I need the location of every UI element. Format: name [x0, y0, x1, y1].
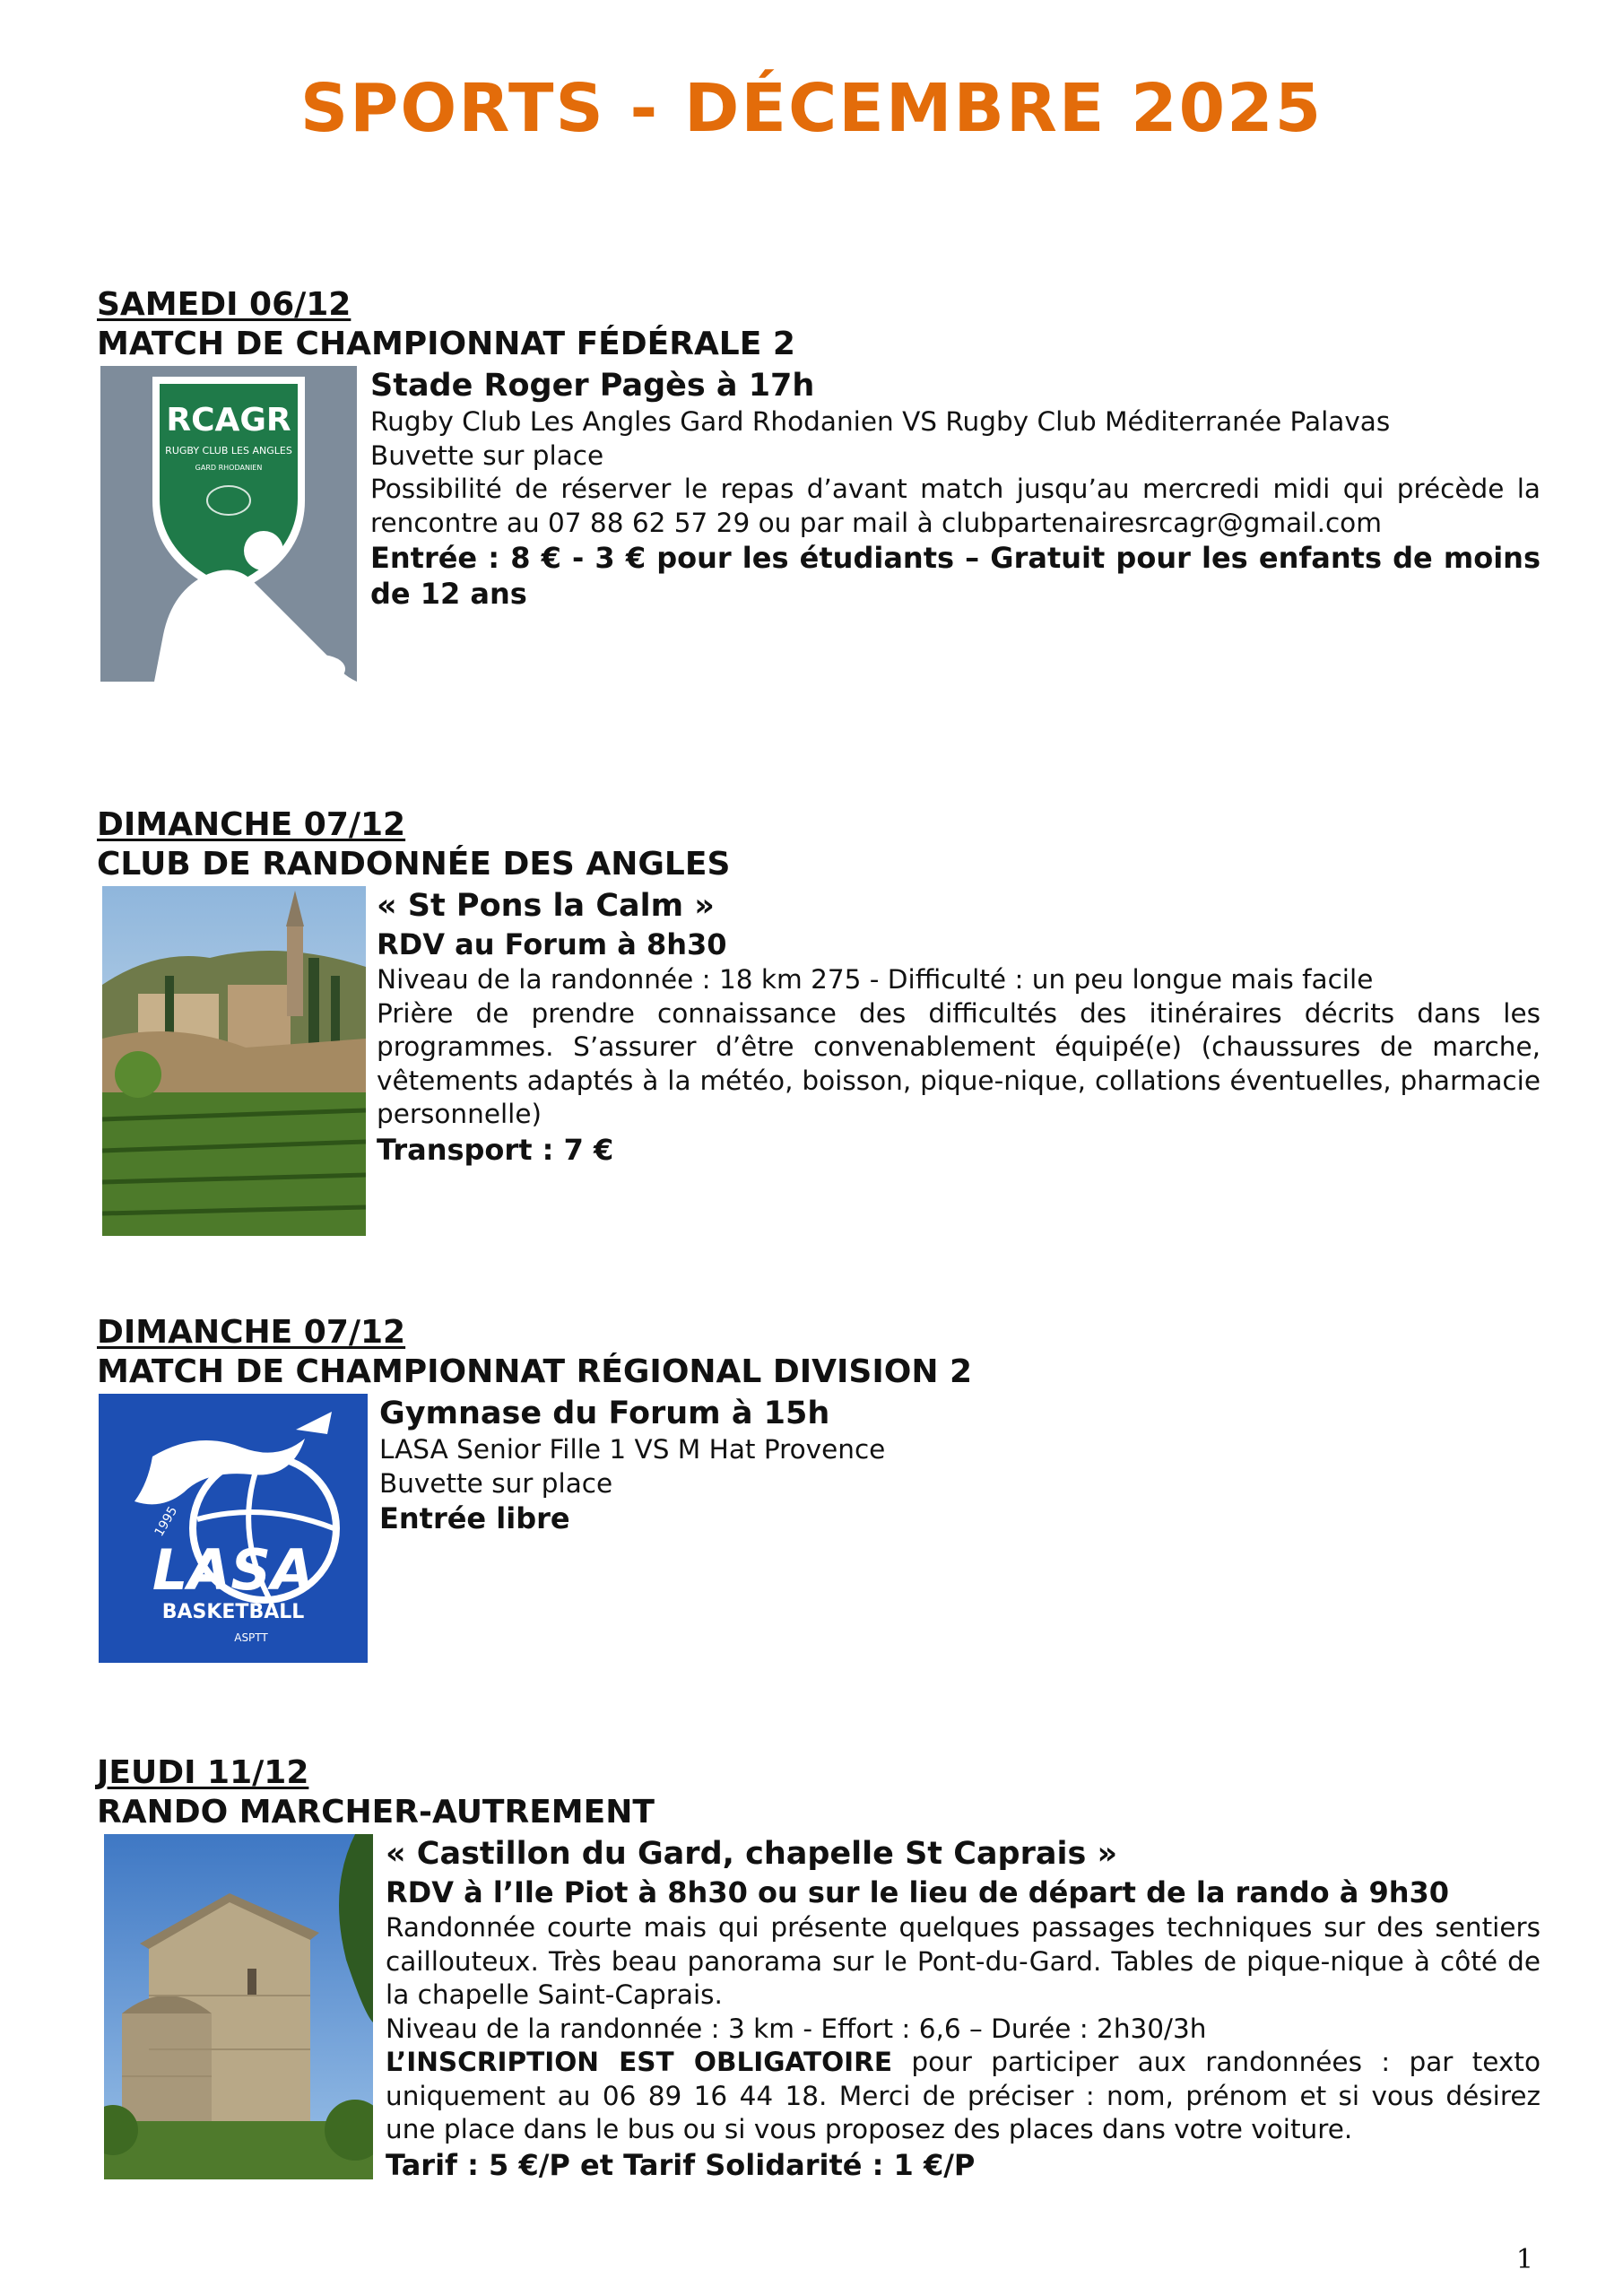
page-title: SPORTS - DÉCEMBRE 2025	[299, 70, 1324, 147]
event-line: Buvette sur place	[370, 439, 604, 471]
event-price: Entrée : 8 € - 3 € pour les étudiants – Gratuit pour les enfants de moins de 12 ans	[370, 541, 1541, 611]
event-line: Niveau de la randonnée : 18 km 275 - Difficulté : un peu longue mais facile	[377, 964, 1374, 995]
event-date: JEUDI 11/12	[97, 1754, 309, 1791]
event-date: DIMANCHE 07/12	[97, 1314, 406, 1351]
logo-text-lasa: LASA	[152, 1537, 315, 1603]
event-basketball	[97, 1313, 1541, 1644]
event-venue: Stade Roger Pagès à 17h	[370, 368, 815, 404]
rcagr-logo-image	[100, 366, 357, 682]
chapel-photo	[104, 1834, 373, 2179]
event-line: Rugby Club Les Angles Gard Rhodanien VS Rugby Club Méditerranée Palavas	[370, 406, 1391, 437]
event-venue: Gymnase du Forum à 15h	[379, 1396, 830, 1431]
event-title: MATCH DE CHAMPIONNAT FÉDÉRALE 2	[97, 326, 795, 362]
logo-subtext-2: GARD RHODANIEN	[195, 464, 263, 472]
event-randonnee-st-pons	[97, 805, 1541, 1167]
logo-year: 1995	[152, 1504, 181, 1539]
logo-text-rcagr: RCAGR	[166, 402, 291, 439]
event-subtitle: « St Pons la Calm »	[377, 888, 715, 924]
event-line: Niveau de la randonnée : 3 km - Effort : 6,6 – Durée : 2h30/3h	[386, 2013, 1207, 2044]
event-line: Buvette sur place	[379, 1467, 613, 1499]
event-line: Prière de prendre connaissance des difficultés des itinéraires décrits dans les programmes. S’assurer d’être convenablement équipé(e) (chaussures de marche, vêtements adaptés à la météo, boisson, pique-nique, collations éventuelles, pharmacie personnelle)	[377, 997, 1541, 1129]
event-registration	[386, 2046, 1541, 2147]
village-vineyard-photo	[102, 886, 366, 1236]
event-line: Possibilité de réserver le repas d’avant match jusqu’au mercredi midi qui précède la rencontre au 07 88 62 57 29 ou par mail à clubpartenairesrcagr@gmail.com	[370, 474, 1541, 538]
registration-text: pour participer aux randonnées : par texto uniquement au 06 89 16 44 18. Merci de préciser : nom, prénom et si vous désirez une place dans le bus ou si vous proposez des places dans votre voiture.	[386, 2047, 1541, 2144]
event-price: Entrée libre	[379, 1501, 570, 1535]
event-price: Tarif : 5 €/P et Tarif Solidarité : 1 €/P	[386, 2147, 976, 2182]
registration-required-label: L’INSCRIPTION EST OBLIGATOIRE	[386, 2047, 893, 2077]
logo-subtext-1: RUGBY CLUB LES ANGLES	[165, 445, 292, 457]
event-line: LASA Senior Fille 1 VS M Hat Provence	[379, 1434, 886, 1465]
page-number: 1	[1515, 2244, 1533, 2275]
event-date: DIMANCHE 07/12	[97, 806, 406, 843]
event-price: Transport : 7 €	[377, 1132, 614, 1167]
event-line: Randonnée courte mais qui présente quelques passages techniques sur des sentiers caillouteux. Très beau panorama sur le Pont-du-Gard. Tables de pique-nique à côté de la chapelle Saint-Caprais.	[386, 1912, 1541, 2010]
event-subtitle: « Castillon du Gard, chapelle St Caprais »	[386, 1836, 1118, 1872]
event-title: CLUB DE RANDONNÉE DES ANGLES	[97, 846, 731, 883]
logo-subtext-1: BASKETBALL	[161, 1601, 305, 1623]
event-meeting: RDV à l’Ile Piot à 8h30 ou sur le lieu de départ de la rando à 9h30	[386, 1875, 1450, 1909]
event-details	[386, 1834, 1541, 2183]
lasa-basketball-logo-image	[99, 1394, 368, 1663]
event-title: MATCH DE CHAMPIONNAT RÉGIONAL DIVISION 2	[97, 1353, 973, 1390]
event-details	[370, 366, 1541, 612]
event-title: RANDO MARCHER-AUTREMENT	[97, 1794, 655, 1831]
event-date: SAMEDI 06/12	[97, 286, 352, 323]
event-details	[379, 1394, 1541, 1536]
event-rando-marcher-autrement	[97, 1753, 1541, 2182]
event-rugby	[97, 285, 1541, 611]
logo-subtext-2: ASPTT	[234, 1631, 268, 1644]
event-meeting: RDV au Forum à 8h30	[377, 927, 727, 961]
event-details	[377, 886, 1541, 1168]
